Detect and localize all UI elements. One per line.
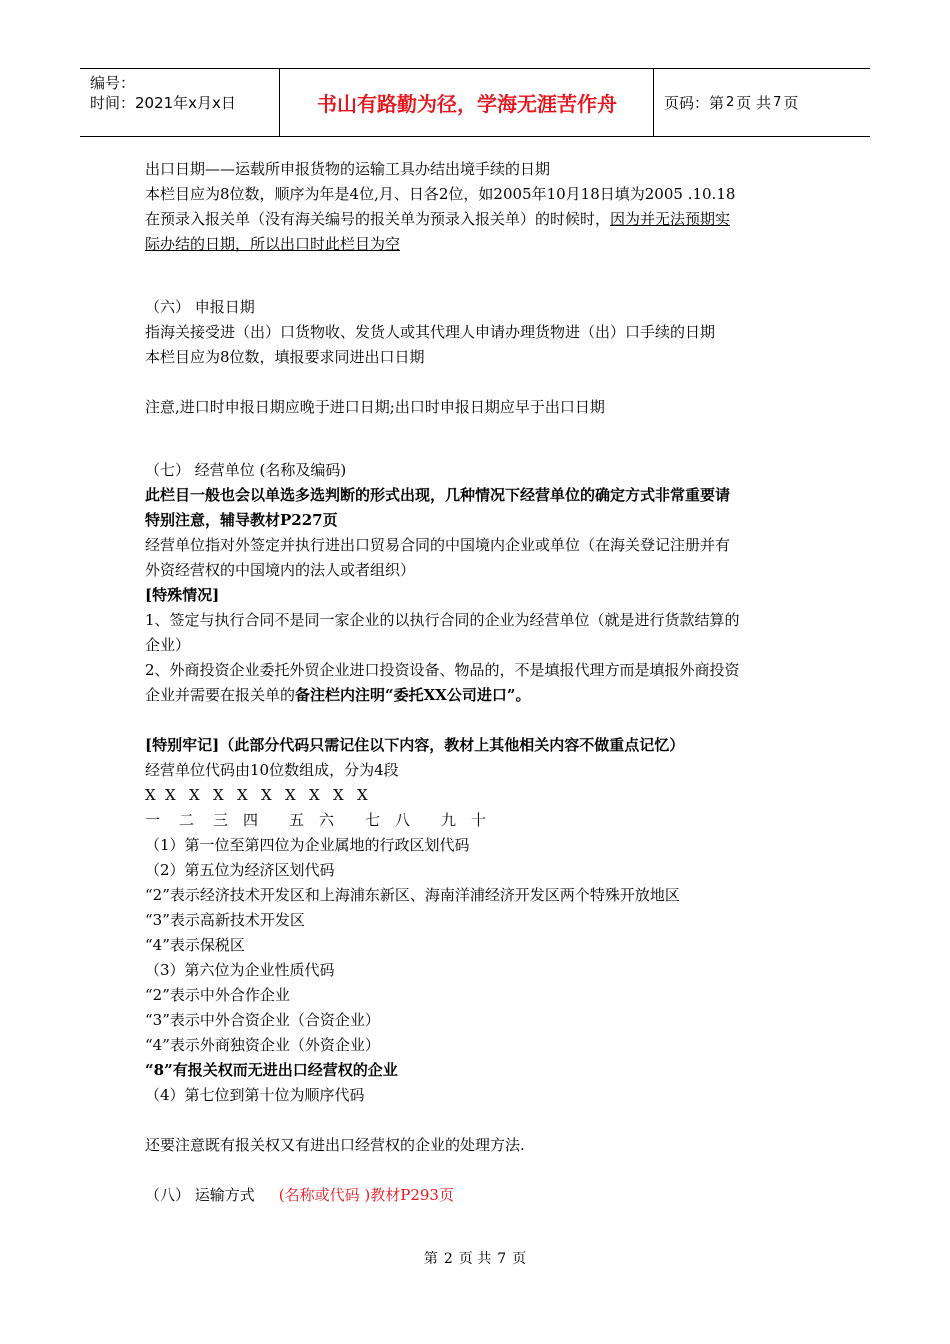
paragraph-line: 企业） [145,636,191,654]
list-item: （2）第五位为经济区划代码 [145,861,335,879]
footer-prefix: 第 [423,1251,438,1267]
page-total: 7 [773,95,782,110]
list-item: “4”表示保税区 [145,936,245,954]
code-position: 二 [179,811,195,829]
code-digit: X [333,786,344,804]
document-body [145,157,815,1208]
page-label-prefix: 页码：第 [664,94,725,112]
footer-total: 7 [497,1251,507,1267]
paragraph-line: 指海关接受进（出）口货物收、发货人或其代理人申请办理货物进（出）口手续的日期 [145,323,716,341]
list-item-bold: “8”有报关权而无进出口经营权的企业 [145,1061,398,1079]
code-position-row [145,808,815,833]
code-digit: X [213,786,224,804]
paragraph-line: 本栏目应为8位数，填报要求同进出口日期 [145,348,425,366]
page-current: 2 [726,95,735,110]
number-label: 编号： [90,74,136,92]
time-label: 时间：2021年x月x日 [90,94,236,112]
code-digit: X [189,786,200,804]
paragraph-line: 出口日期——运载所申报货物的运输工具办结出境手续的日期 [145,160,551,178]
paragraph-line: 外资经营权的中国境内的法人或者组织） [145,561,416,579]
page-header [80,68,870,137]
page-label-suffix: 页 [783,94,799,112]
code-digit: X [285,786,296,804]
note-line: 注意,进口时申报日期应晚于进口日期;出口时申报日期应早于出口日期 [145,398,605,416]
list-item: “3”表示中外合资企业（合资企业） [145,1011,380,1029]
section-title: （八） 运输方式 [145,1186,255,1204]
bold-text: 备注栏内注明“委托XX公司进口”。 [295,686,531,704]
header-meta [80,69,280,136]
code-position: 一 [145,811,161,829]
code-digit: X [309,786,320,804]
underlined-text: 因为并无法预期实 [610,210,731,228]
page-label-mid: 页 共 [736,94,772,112]
code-digit: X [165,786,176,804]
footer-mid: 页 共 [458,1251,492,1267]
paragraph-line [145,683,815,708]
special-cases-label: [特殊情况] [145,586,220,604]
section-reference: (名称或代码 )教材P293页 [278,1186,454,1204]
paragraph-line [145,207,815,232]
paragraph-line: 2、外商投资企业委托外贸企业进口投资设备、物品的，不是填报代理方而是填报外商投资 [145,661,740,679]
code-position: 十 [471,811,487,829]
footer-suffix: 页 [512,1251,527,1267]
bold-paragraph-line: 特别注意，辅导教材P227页 [145,511,338,529]
bold-paragraph-line: 此栏目一般也会以单选多选判断的形式出现，几种情况下经营单位的确定方式非常重要请 [145,486,731,504]
code-position: 三 [213,811,229,829]
code-position: 九 [441,811,457,829]
section-heading: （七） 经营单位 (名称及编码) [145,461,347,479]
code-digit: X [145,786,156,804]
list-item: （4）第七位到第十位为顺序代码 [145,1086,365,1104]
note-line: 还要注意既有报关权又有进出口经营权的企业的处理方法. [145,1136,525,1154]
paragraph-line: 本栏目应为8位数，顺序为年是4位,月、日各2位，如2005年10月18日填为2005 .10.18 [145,185,736,203]
list-item: “3”表示高新技术开发区 [145,911,305,929]
text-segment: 企业并需要在报关单的 [145,686,296,704]
underlined-text: 际办结的日期，所以出口时此栏目为空 [145,235,401,253]
code-position: 七 [365,811,381,829]
remember-heading: [特别牢记]（此部分代码只需记住以下内容，教材上其他相关内容不做重点记忆） [145,736,685,754]
code-position: 八 [395,811,411,829]
paragraph-line: 经营单位指对外签定并执行进出口贸易合同的中国境内企业或单位（在海关登记注册并有 [145,536,731,554]
list-item: （1）第一位至第四位为企业属地的行政区划代码 [145,836,470,854]
code-position: 五 [289,811,305,829]
code-x-row [145,783,815,808]
list-item: “4”表示外商独资企业（外资企业） [145,1036,380,1054]
code-position: 四 [243,811,259,829]
page-footer [0,1248,950,1268]
section-heading [145,1183,815,1208]
list-item: （3）第六位为企业性质代码 [145,961,335,979]
code-digit: X [237,786,248,804]
section-heading: （六） 申报日期 [145,298,255,316]
footer-current: 2 [443,1251,453,1267]
paragraph-line: 经营单位代码由10位数组成，分为4段 [145,761,399,779]
code-position: 六 [319,811,335,829]
header-motto: 书山有路勤为径，学海无涯苦作舟 [281,69,654,136]
code-digit: X [261,786,272,804]
code-digit: X [357,786,368,804]
paragraph-line: 1、签定与执行合同不是同一家企业的以执行合同的企业为经营单位（就是进行货款结算的 [145,611,740,629]
list-item: “2”表示中外合作企业 [145,986,290,1004]
header-page-number [654,69,870,136]
list-item: “2”表示经济技术开发区和上海浦东新区、海南洋浦经济开发区两个特殊开放地区 [145,886,680,904]
text-segment: 在预录入报关单（没有海关编号的报关单为预录入报关单）的时候时， [145,210,611,228]
